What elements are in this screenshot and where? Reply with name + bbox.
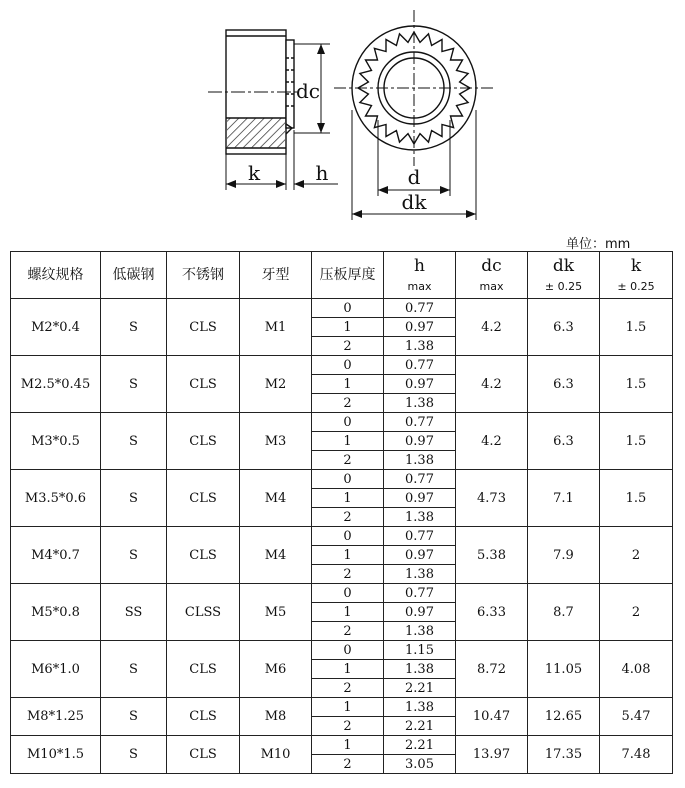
cell-stainless-steel: CLS <box>167 356 240 413</box>
cell-h: 0.77 <box>384 356 456 375</box>
cell-h: 1.38 <box>384 698 456 717</box>
cell-thickness: 1 <box>312 546 384 565</box>
cell-dc: 4.73 <box>456 470 528 527</box>
cell-tooth-type: M5 <box>240 584 312 641</box>
cell-dk: 12.65 <box>528 698 600 736</box>
cell-k: 4.08 <box>600 641 673 698</box>
cell-thickness: 1 <box>312 375 384 394</box>
table-row <box>11 413 673 432</box>
table-row <box>11 736 673 755</box>
cell-h: 0.77 <box>384 413 456 432</box>
cell-carbon-steel: SS <box>101 584 167 641</box>
header-dk <box>528 252 600 299</box>
cell-dc: 8.72 <box>456 641 528 698</box>
header-k-sub: ± 0.25 <box>617 280 655 293</box>
table-row <box>11 584 673 603</box>
cell-thickness: 2 <box>312 717 384 736</box>
cell-h: 0.97 <box>384 603 456 622</box>
cell-h: 3.05 <box>384 755 456 774</box>
cell-k: 2 <box>600 584 673 641</box>
cell-dc: 4.2 <box>456 299 528 356</box>
header-panel-thickness: 压板厚度 <box>312 252 384 299</box>
cell-stainless-steel: CLSS <box>167 584 240 641</box>
cell-thickness: 1 <box>312 432 384 451</box>
cell-dk: 7.9 <box>528 527 600 584</box>
cell-k: 7.48 <box>600 736 673 774</box>
cell-spec: M5*0.8 <box>11 584 101 641</box>
cell-thickness: 2 <box>312 755 384 774</box>
cell-tooth-type: M10 <box>240 736 312 774</box>
cell-stainless-steel: CLS <box>167 698 240 736</box>
table-header-row <box>11 252 673 299</box>
dim-label-dc: dc <box>295 79 321 103</box>
unit-note: 单位：mm <box>566 237 631 252</box>
cell-dk: 17.35 <box>528 736 600 774</box>
cell-stainless-steel: CLS <box>167 736 240 774</box>
cell-carbon-steel: S <box>101 356 167 413</box>
cell-spec: M8*1.25 <box>11 698 101 736</box>
cell-spec: M3.5*0.6 <box>11 470 101 527</box>
cell-thickness: 0 <box>312 470 384 489</box>
cell-dk: 6.3 <box>528 413 600 470</box>
cell-thickness: 0 <box>312 299 384 318</box>
cell-dc: 13.97 <box>456 736 528 774</box>
cell-thickness: 1 <box>312 318 384 337</box>
header-dk-label: dk <box>552 256 575 276</box>
cell-thickness: 2 <box>312 451 384 470</box>
cell-thickness: 2 <box>312 622 384 641</box>
cell-dc: 4.2 <box>456 413 528 470</box>
cell-tooth-type: M3 <box>240 413 312 470</box>
cell-carbon-steel: S <box>101 736 167 774</box>
cell-h: 0.77 <box>384 584 456 603</box>
table-row <box>11 470 673 489</box>
cell-thickness: 2 <box>312 337 384 356</box>
cell-h: 2.21 <box>384 679 456 698</box>
cell-stainless-steel: CLS <box>167 641 240 698</box>
cell-dk: 7.1 <box>528 470 600 527</box>
table-row <box>11 698 673 717</box>
table-row <box>11 299 673 318</box>
cell-h: 0.97 <box>384 375 456 394</box>
cell-spec: M10*1.5 <box>11 736 101 774</box>
cell-carbon-steel: S <box>101 299 167 356</box>
cell-dk: 8.7 <box>528 584 600 641</box>
cell-thickness: 1 <box>312 489 384 508</box>
cell-thickness: 0 <box>312 356 384 375</box>
cell-tooth-type: M1 <box>240 299 312 356</box>
cell-h: 1.38 <box>384 337 456 356</box>
cell-stainless-steel: CLS <box>167 527 240 584</box>
dim-label-dk: dk <box>401 190 427 214</box>
cell-thickness: 1 <box>312 603 384 622</box>
header-k <box>600 252 673 299</box>
cell-dc: 5.38 <box>456 527 528 584</box>
dim-label-d: d <box>407 165 421 189</box>
cell-thickness: 2 <box>312 565 384 584</box>
table-row <box>11 641 673 660</box>
dim-label-k: k <box>247 161 261 185</box>
cell-carbon-steel: S <box>101 527 167 584</box>
header-spec: 螺纹规格 <box>11 252 101 299</box>
cell-tooth-type: M8 <box>240 698 312 736</box>
header-k-label: k <box>630 256 642 276</box>
cell-thickness: 2 <box>312 508 384 527</box>
cell-thickness: 0 <box>312 584 384 603</box>
cell-thickness: 1 <box>312 698 384 717</box>
cell-spec: M6*1.0 <box>11 641 101 698</box>
cell-k: 1.5 <box>600 470 673 527</box>
cell-thickness: 0 <box>312 413 384 432</box>
cell-k: 1.5 <box>600 413 673 470</box>
cell-h: 0.97 <box>384 432 456 451</box>
cell-stainless-steel: CLS <box>167 470 240 527</box>
cell-h: 1.38 <box>384 508 456 527</box>
header-dc <box>456 252 528 299</box>
cell-dk: 11.05 <box>528 641 600 698</box>
cell-k: 2 <box>600 527 673 584</box>
header-h <box>384 252 456 299</box>
table-row <box>11 527 673 546</box>
header-dc-sub: max <box>479 280 504 293</box>
cell-h: 2.21 <box>384 717 456 736</box>
cell-h: 0.97 <box>384 546 456 565</box>
header-dk-sub: ± 0.25 <box>544 280 583 293</box>
cell-thickness: 1 <box>312 660 384 679</box>
cell-tooth-type: M4 <box>240 470 312 527</box>
cell-h: 0.77 <box>384 527 456 546</box>
cell-h: 1.15 <box>384 641 456 660</box>
cell-h: 0.77 <box>384 470 456 489</box>
table-body <box>11 299 673 774</box>
cell-tooth-type: M6 <box>240 641 312 698</box>
cell-h: 0.97 <box>384 489 456 508</box>
cell-h: 1.38 <box>384 565 456 584</box>
dim-label-h: h <box>315 161 329 185</box>
cell-spec: M2.5*0.45 <box>11 356 101 413</box>
cell-k: 5.47 <box>600 698 673 736</box>
cell-h: 1.38 <box>384 622 456 641</box>
cell-thickness: 1 <box>312 736 384 755</box>
cell-spec: M4*0.7 <box>11 527 101 584</box>
cell-h: 1.38 <box>384 451 456 470</box>
cell-dk: 6.3 <box>528 356 600 413</box>
cell-thickness: 0 <box>312 527 384 546</box>
cell-thickness: 2 <box>312 679 384 698</box>
cell-thickness: 0 <box>312 641 384 660</box>
header-stainless-steel: 不锈钢 <box>167 252 240 299</box>
cell-h: 1.38 <box>384 394 456 413</box>
cell-h: 0.77 <box>384 299 456 318</box>
cell-dk: 6.3 <box>528 299 600 356</box>
header-dc-label: dc <box>481 256 502 276</box>
cell-k: 1.5 <box>600 299 673 356</box>
cell-k: 1.5 <box>600 356 673 413</box>
cell-dc: 10.47 <box>456 698 528 736</box>
spec-table <box>10 251 673 774</box>
cell-carbon-steel: S <box>101 641 167 698</box>
cell-h: 2.21 <box>384 736 456 755</box>
cell-tooth-type: M2 <box>240 356 312 413</box>
cell-spec: M2*0.4 <box>11 299 101 356</box>
cell-stainless-steel: CLS <box>167 299 240 356</box>
cell-tooth-type: M4 <box>240 527 312 584</box>
header-carbon-steel: 低碳钢 <box>101 252 167 299</box>
header-h-sub: max <box>407 280 432 293</box>
cell-thickness: 2 <box>312 394 384 413</box>
cell-stainless-steel: CLS <box>167 413 240 470</box>
table-row <box>11 356 673 375</box>
technical-drawing <box>0 0 685 248</box>
cell-h: 1.38 <box>384 660 456 679</box>
cell-h: 0.97 <box>384 318 456 337</box>
cell-carbon-steel: S <box>101 698 167 736</box>
header-h-label: h <box>414 256 425 276</box>
cell-carbon-steel: S <box>101 413 167 470</box>
cell-carbon-steel: S <box>101 470 167 527</box>
cell-spec: M3*0.5 <box>11 413 101 470</box>
header-tooth-type: 牙型 <box>240 252 312 299</box>
cell-dc: 4.2 <box>456 356 528 413</box>
cell-dc: 6.33 <box>456 584 528 641</box>
